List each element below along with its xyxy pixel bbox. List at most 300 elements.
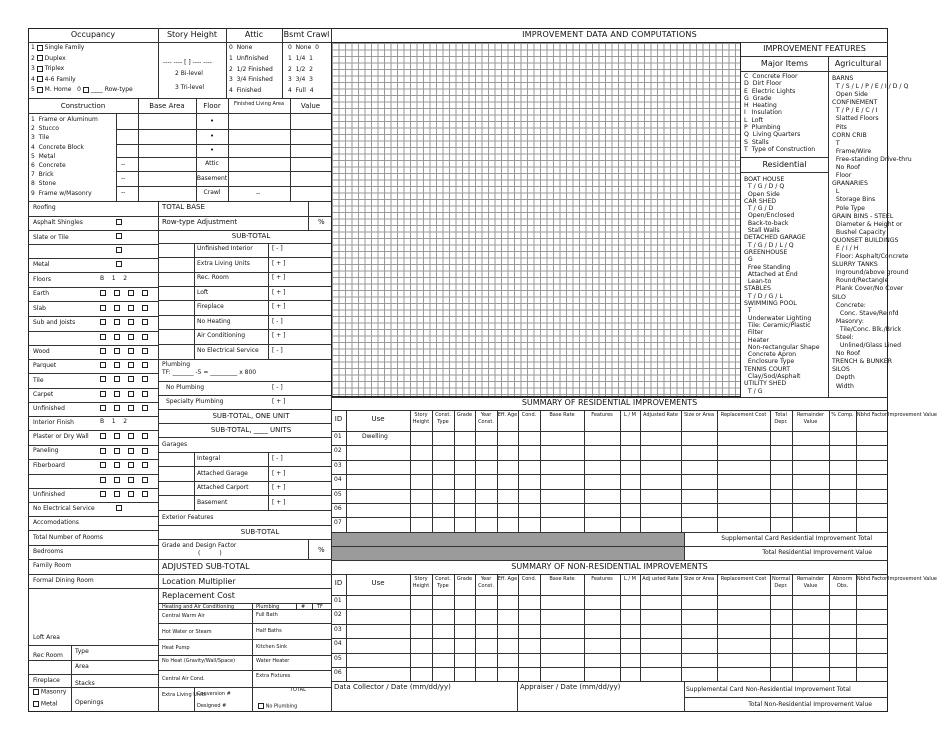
table-cell[interactable]: [640, 609, 681, 623]
table-cell[interactable]: [432, 609, 454, 623]
table-cell[interactable]: [497, 609, 518, 623]
table-cell[interactable]: [681, 624, 717, 638]
table-cell[interactable]: [770, 609, 792, 623]
table-cell[interactable]: [475, 489, 497, 503]
table-cell[interactable]: [856, 595, 888, 609]
table-cell[interactable]: [792, 489, 829, 503]
table-cell[interactable]: [856, 609, 888, 623]
option-checkbox[interactable]: [114, 290, 120, 296]
table-cell[interactable]: [475, 503, 497, 517]
option-checkbox[interactable]: [100, 362, 106, 368]
table-cell[interactable]: [518, 624, 540, 638]
option-checkbox[interactable]: [142, 362, 148, 368]
table-cell[interactable]: [829, 624, 856, 638]
occupancy-checkbox[interactable]: [37, 87, 43, 93]
option-checkbox[interactable]: [128, 405, 134, 411]
rowtype-checkbox[interactable]: [83, 87, 89, 93]
option-checkbox[interactable]: [100, 290, 106, 296]
table-cell[interactable]: [410, 445, 432, 459]
option-checkbox[interactable]: [100, 491, 106, 497]
table-cell[interactable]: [681, 445, 717, 459]
table-cell[interactable]: [620, 653, 640, 667]
table-cell[interactable]: [432, 667, 454, 681]
table-cell[interactable]: [410, 431, 432, 445]
table-cell[interactable]: [770, 517, 792, 531]
table-cell[interactable]: [584, 624, 620, 638]
table-cell[interactable]: [540, 595, 584, 609]
table-cell[interactable]: [829, 667, 856, 681]
table-cell[interactable]: [454, 445, 475, 459]
table-cell[interactable]: [792, 445, 829, 459]
table-cell[interactable]: [497, 503, 518, 517]
table-cell[interactable]: [432, 595, 454, 609]
table-cell[interactable]: [620, 667, 640, 681]
option-checkbox[interactable]: [116, 505, 122, 511]
table-cell[interactable]: [346, 624, 410, 638]
table-cell[interactable]: [454, 653, 475, 667]
table-cell[interactable]: [584, 595, 620, 609]
table-cell[interactable]: [518, 609, 540, 623]
metal-fireplace-checkbox[interactable]: [33, 701, 39, 707]
table-cell[interactable]: [518, 595, 540, 609]
table-cell[interactable]: [584, 503, 620, 517]
table-cell[interactable]: [829, 431, 856, 445]
table-cell[interactable]: [856, 503, 888, 517]
table-cell[interactable]: [792, 474, 829, 488]
table-cell[interactable]: [432, 474, 454, 488]
table-cell[interactable]: [829, 653, 856, 667]
table-cell[interactable]: [856, 517, 888, 531]
table-cell[interactable]: [410, 624, 432, 638]
table-cell[interactable]: [497, 460, 518, 474]
option-checkbox[interactable]: [100, 305, 106, 311]
option-checkbox[interactable]: [142, 491, 148, 497]
table-cell[interactable]: [792, 595, 829, 609]
table-cell[interactable]: [454, 667, 475, 681]
option-checkbox[interactable]: [100, 334, 106, 340]
option-checkbox[interactable]: [100, 477, 106, 483]
table-cell[interactable]: [770, 667, 792, 681]
table-cell[interactable]: [681, 489, 717, 503]
table-cell[interactable]: [497, 431, 518, 445]
table-cell[interactable]: [620, 517, 640, 531]
table-cell[interactable]: [681, 653, 717, 667]
table-cell[interactable]: [640, 638, 681, 652]
table-cell[interactable]: [454, 595, 475, 609]
option-checkbox[interactable]: [142, 319, 148, 325]
table-cell[interactable]: [856, 474, 888, 488]
option-checkbox[interactable]: [100, 391, 106, 397]
table-cell[interactable]: [792, 460, 829, 474]
option-checkbox[interactable]: [114, 433, 120, 439]
table-cell[interactable]: [770, 638, 792, 652]
table-cell[interactable]: [770, 460, 792, 474]
table-cell[interactable]: [717, 503, 770, 517]
table-cell[interactable]: [640, 595, 681, 609]
option-checkbox[interactable]: [100, 376, 106, 382]
table-cell[interactable]: [792, 517, 829, 531]
table-cell[interactable]: [717, 595, 770, 609]
table-cell[interactable]: [518, 460, 540, 474]
option-checkbox[interactable]: [128, 376, 134, 382]
agricultural-item: QUONSET BUILDINGS: [832, 236, 899, 244]
table-cell[interactable]: [432, 460, 454, 474]
option-checkbox[interactable]: [100, 433, 106, 439]
table-cell[interactable]: [497, 653, 518, 667]
table-cell[interactable]: [829, 638, 856, 652]
table-cell[interactable]: [454, 474, 475, 488]
table-cell[interactable]: [829, 595, 856, 609]
table-cell[interactable]: [792, 653, 829, 667]
table-cell[interactable]: [518, 638, 540, 652]
table-cell[interactable]: [584, 653, 620, 667]
table-cell[interactable]: [497, 489, 518, 503]
table-cell[interactable]: [856, 667, 888, 681]
table-cell[interactable]: [856, 653, 888, 667]
table-cell[interactable]: [584, 667, 620, 681]
table-cell[interactable]: [432, 445, 454, 459]
table-cell[interactable]: [475, 595, 497, 609]
table-cell[interactable]: [497, 667, 518, 681]
option-checkbox[interactable]: [114, 362, 120, 368]
table-cell[interactable]: [640, 517, 681, 531]
no-plumbing-checkbox[interactable]: [258, 703, 264, 709]
option-checkbox[interactable]: [114, 462, 120, 468]
table-cell[interactable]: [584, 474, 620, 488]
table-cell[interactable]: [717, 653, 770, 667]
option-checkbox[interactable]: [128, 477, 134, 483]
option-checkbox[interactable]: [100, 348, 106, 354]
table-cell[interactable]: [620, 595, 640, 609]
table-cell[interactable]: [497, 624, 518, 638]
table-cell[interactable]: [640, 653, 681, 667]
table-cell[interactable]: [856, 624, 888, 638]
table-cell[interactable]: [475, 460, 497, 474]
table-cell[interactable]: [681, 638, 717, 652]
option-checkbox[interactable]: [114, 448, 120, 454]
table-cell[interactable]: [540, 474, 584, 488]
table-cell[interactable]: [620, 503, 640, 517]
option-checkbox[interactable]: [128, 305, 134, 311]
occupancy-checkbox[interactable]: [37, 66, 43, 72]
occupancy-checkbox[interactable]: [37, 45, 43, 51]
table-cell[interactable]: [584, 609, 620, 623]
table-cell[interactable]: [717, 667, 770, 681]
table-cell[interactable]: [540, 624, 584, 638]
table-cell[interactable]: [792, 624, 829, 638]
table-cell[interactable]: [717, 489, 770, 503]
option-checkbox[interactable]: [142, 391, 148, 397]
table-cell[interactable]: [454, 489, 475, 503]
option-checkbox[interactable]: [116, 261, 122, 267]
option-checkbox[interactable]: [100, 319, 106, 325]
table-cell[interactable]: [640, 431, 681, 445]
table-cell[interactable]: [640, 667, 681, 681]
occupancy-checkbox[interactable]: [37, 55, 43, 61]
table-cell[interactable]: [792, 431, 829, 445]
option-checkbox[interactable]: [142, 348, 148, 354]
table-cell[interactable]: [584, 445, 620, 459]
table-cell[interactable]: [640, 503, 681, 517]
table-cell[interactable]: [475, 474, 497, 488]
table-cell[interactable]: [770, 445, 792, 459]
option-checkbox[interactable]: [128, 334, 134, 340]
table-cell[interactable]: [475, 638, 497, 652]
table-cell[interactable]: [410, 667, 432, 681]
table-cell[interactable]: [346, 460, 410, 474]
option-checkbox[interactable]: [114, 305, 120, 311]
agricultural-item: No Roof: [832, 350, 861, 358]
table-cell[interactable]: [410, 653, 432, 667]
table-cell[interactable]: [497, 445, 518, 459]
table-cell[interactable]: [410, 595, 432, 609]
table-cell[interactable]: [540, 460, 584, 474]
rowtype-adj-label: Row-type Adjustment: [162, 218, 238, 226]
table-cell[interactable]: [518, 667, 540, 681]
table-cell[interactable]: [792, 609, 829, 623]
table-cell[interactable]: [584, 517, 620, 531]
table-cell[interactable]: [454, 503, 475, 517]
table-cell[interactable]: [640, 624, 681, 638]
table-cell[interactable]: [717, 624, 770, 638]
table-cell[interactable]: [540, 431, 584, 445]
table-cell[interactable]: [518, 474, 540, 488]
option-checkbox[interactable]: [128, 433, 134, 439]
table-cell[interactable]: [346, 503, 410, 517]
option-checkbox[interactable]: [114, 491, 120, 497]
option-checkbox[interactable]: [142, 405, 148, 411]
table-cell[interactable]: [432, 517, 454, 531]
garage-sign: [ - ]: [272, 455, 283, 462]
residential-item: Underwater Lighting: [744, 314, 812, 322]
table-cell[interactable]: [770, 653, 792, 667]
table-cell[interactable]: [454, 460, 475, 474]
table-cell[interactable]: [856, 445, 888, 459]
table-cell[interactable]: [540, 445, 584, 459]
option-checkbox[interactable]: [114, 376, 120, 382]
table-cell[interactable]: [475, 431, 497, 445]
option-checkbox[interactable]: [100, 448, 106, 454]
table-cell[interactable]: [518, 445, 540, 459]
masonry-checkbox[interactable]: [33, 689, 39, 695]
option-checkbox[interactable]: [128, 348, 134, 354]
table-cell[interactable]: [346, 653, 410, 667]
table-cell[interactable]: [620, 638, 640, 652]
table-cell[interactable]: [829, 503, 856, 517]
table-cell[interactable]: [829, 489, 856, 503]
table-cell[interactable]: [518, 653, 540, 667]
table-cell[interactable]: [770, 503, 792, 517]
plumbing-item: Full Bath: [256, 612, 278, 618]
table-cell[interactable]: [540, 489, 584, 503]
table-cell[interactable]: [829, 460, 856, 474]
table-cell[interactable]: [540, 503, 584, 517]
table-cell[interactable]: [640, 489, 681, 503]
option-checkbox[interactable]: [128, 448, 134, 454]
table-cell[interactable]: [346, 474, 410, 488]
table-cell[interactable]: [540, 667, 584, 681]
table-cell[interactable]: [640, 460, 681, 474]
option-checkbox[interactable]: [114, 477, 120, 483]
table-cell[interactable]: [518, 431, 540, 445]
table-cell[interactable]: [584, 638, 620, 652]
table-cell[interactable]: [432, 489, 454, 503]
table-cell[interactable]: [717, 445, 770, 459]
option-checkbox[interactable]: [114, 405, 120, 411]
table-cell[interactable]: [681, 474, 717, 488]
table-cell[interactable]: [497, 517, 518, 531]
table-cell[interactable]: [856, 638, 888, 652]
table-cell[interactable]: [717, 517, 770, 531]
table-cell[interactable]: [681, 460, 717, 474]
table-cell[interactable]: [620, 474, 640, 488]
option-checkbox[interactable]: [142, 305, 148, 311]
table-cell[interactable]: [792, 638, 829, 652]
option-checkbox[interactable]: [100, 405, 106, 411]
dash: --: [256, 190, 261, 197]
table-cell[interactable]: [770, 624, 792, 638]
option-checkbox[interactable]: [142, 448, 148, 454]
table-cell[interactable]: [681, 503, 717, 517]
table-cell[interactable]: [681, 595, 717, 609]
table-cell[interactable]: [454, 638, 475, 652]
table-cell[interactable]: [475, 667, 497, 681]
table-cell[interactable]: [410, 460, 432, 474]
table-cell[interactable]: [856, 431, 888, 445]
table-cell[interactable]: [410, 638, 432, 652]
table-cell[interactable]: [346, 609, 410, 623]
table-cell[interactable]: [620, 460, 640, 474]
option-checkbox[interactable]: [116, 219, 122, 225]
table-cell[interactable]: [346, 638, 410, 652]
option-checkbox[interactable]: [114, 319, 120, 325]
table-cell[interactable]: [620, 431, 640, 445]
table-cell[interactable]: [346, 445, 410, 459]
table-cell[interactable]: [410, 609, 432, 623]
table-cell[interactable]: [540, 517, 584, 531]
table-cell[interactable]: [410, 474, 432, 488]
option-checkbox[interactable]: [128, 491, 134, 497]
option-checkbox[interactable]: [142, 290, 148, 296]
table-cell[interactable]: [717, 609, 770, 623]
table-cell[interactable]: [346, 489, 410, 503]
table-cell[interactable]: [410, 489, 432, 503]
table-cell[interactable]: [497, 595, 518, 609]
table-cell[interactable]: [792, 503, 829, 517]
option-checkbox[interactable]: [128, 319, 134, 325]
table-cell[interactable]: [432, 624, 454, 638]
agricultural-item: T / S / L / P / E / I / D / Q: [832, 83, 909, 91]
sketch-grid[interactable]: [331, 42, 741, 397]
table-cell[interactable]: [620, 624, 640, 638]
table-cell[interactable]: [829, 474, 856, 488]
table-cell[interactable]: [829, 445, 856, 459]
table-cell[interactable]: [620, 489, 640, 503]
table-cell[interactable]: [584, 489, 620, 503]
table-cell[interactable]: [497, 638, 518, 652]
table-cell[interactable]: [792, 667, 829, 681]
option-checkbox[interactable]: [142, 477, 148, 483]
table-cell[interactable]: [717, 431, 770, 445]
option-checkbox[interactable]: [114, 334, 120, 340]
table-cell[interactable]: [717, 474, 770, 488]
table-cell[interactable]: [681, 517, 717, 531]
table-cell[interactable]: [829, 609, 856, 623]
table-cell[interactable]: [454, 609, 475, 623]
table-cell[interactable]: [717, 638, 770, 652]
option-checkbox[interactable]: [116, 247, 122, 253]
table-cell[interactable]: [475, 445, 497, 459]
table-cell[interactable]: [829, 517, 856, 531]
option-checkbox[interactable]: [142, 462, 148, 468]
option-checkbox[interactable]: [142, 433, 148, 439]
table-cell[interactable]: [432, 653, 454, 667]
option-checkbox[interactable]: [128, 462, 134, 468]
table-cell[interactable]: [454, 431, 475, 445]
table-cell[interactable]: [410, 503, 432, 517]
option-checkbox[interactable]: [128, 362, 134, 368]
occupancy-checkbox[interactable]: [37, 76, 43, 82]
table-cell[interactable]: [620, 609, 640, 623]
table-cell[interactable]: [584, 460, 620, 474]
table-cell[interactable]: [540, 609, 584, 623]
table-cell[interactable]: [475, 609, 497, 623]
table-cell[interactable]: [620, 445, 640, 459]
table-cell[interactable]: [540, 653, 584, 667]
option-checkbox[interactable]: [142, 376, 148, 382]
table-cell[interactable]: [681, 609, 717, 623]
table-cell[interactable]: [497, 474, 518, 488]
table-cell[interactable]: [584, 431, 620, 445]
table-cell[interactable]: [410, 517, 432, 531]
table-cell[interactable]: [346, 595, 410, 609]
table-cell[interactable]: [640, 474, 681, 488]
option-checkbox[interactable]: [142, 334, 148, 340]
table-cell[interactable]: [856, 489, 888, 503]
table-cell[interactable]: [540, 638, 584, 652]
table-cell[interactable]: [432, 431, 454, 445]
option-checkbox[interactable]: [114, 348, 120, 354]
table-cell[interactable]: [432, 638, 454, 652]
table-cell[interactable]: [770, 595, 792, 609]
residential-item: BOAT HOUSE: [744, 176, 785, 183]
table-cell[interactable]: [346, 517, 410, 531]
table-cell[interactable]: [518, 489, 540, 503]
table-cell[interactable]: [346, 667, 410, 681]
table-cell[interactable]: [770, 474, 792, 488]
option-checkbox[interactable]: [116, 233, 122, 239]
table-cell[interactable]: [454, 517, 475, 531]
table-cell[interactable]: [475, 653, 497, 667]
table-cell[interactable]: [518, 503, 540, 517]
table-cell[interactable]: [432, 503, 454, 517]
table-cell[interactable]: [518, 517, 540, 531]
table-cell[interactable]: [454, 624, 475, 638]
table-cell[interactable]: [681, 667, 717, 681]
table-cell[interactable]: [475, 624, 497, 638]
option-checkbox[interactable]: [114, 391, 120, 397]
table-cell[interactable]: [717, 460, 770, 474]
option-checkbox[interactable]: [128, 290, 134, 296]
table-cell[interactable]: [770, 431, 792, 445]
table-cell[interactable]: [856, 460, 888, 474]
option-checkbox[interactable]: [100, 462, 106, 468]
table-cell[interactable]: [640, 445, 681, 459]
option-checkbox[interactable]: [128, 391, 134, 397]
table-cell[interactable]: [475, 517, 497, 531]
table-cell[interactable]: [770, 489, 792, 503]
table-cell[interactable]: [681, 431, 717, 445]
